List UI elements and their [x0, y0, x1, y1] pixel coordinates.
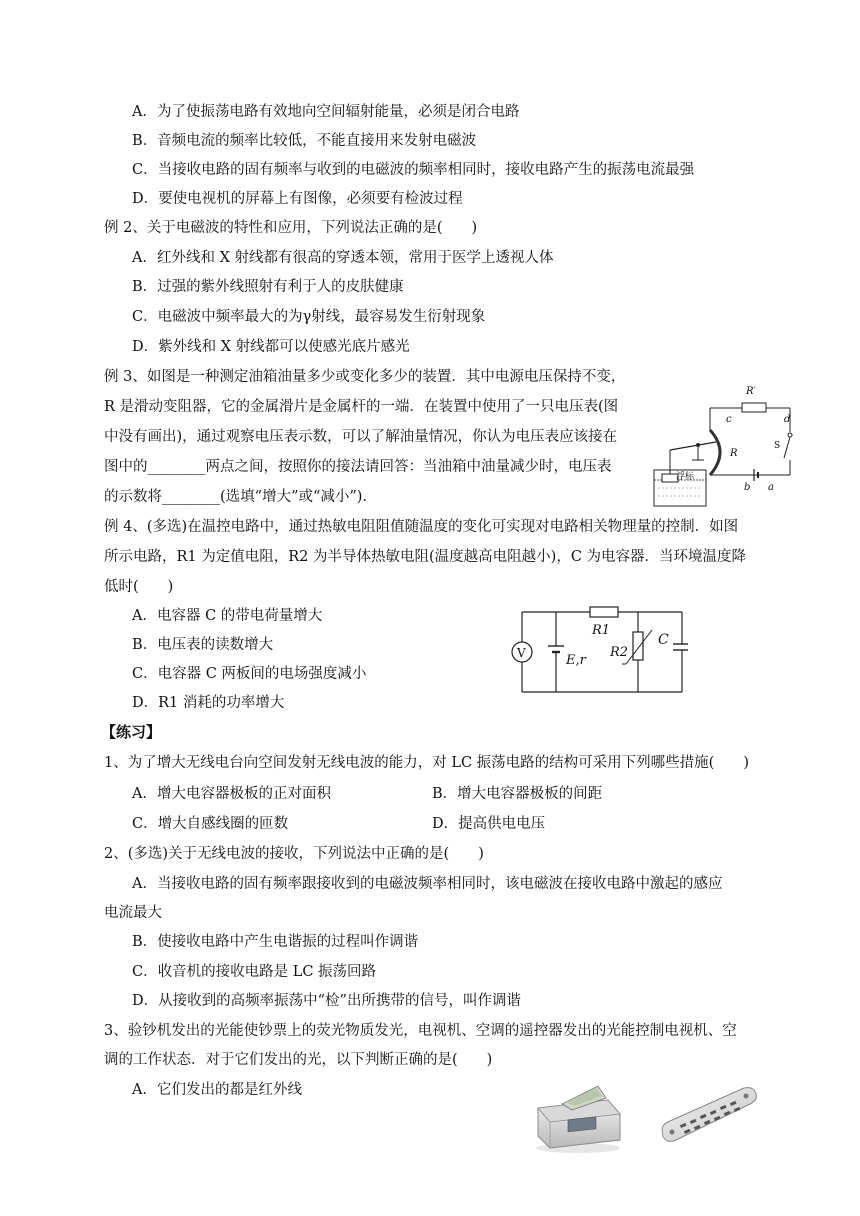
lever-pivot — [696, 443, 700, 447]
money-counter-image — [528, 1074, 624, 1154]
ex4-option-c: C．电容器 C 两板间的电场强度减小 — [132, 666, 367, 682]
label-voltmeter: V — [517, 646, 526, 660]
label-r1: R1 — [592, 623, 611, 638]
p3-option-a: A．它们发出的都是红外线 — [132, 1082, 302, 1098]
resistor-rprime-symbol — [742, 403, 766, 412]
rheostat-arc — [710, 430, 720, 475]
p2-option-d: D．从接收到的高频率振荡中“检”出所携带的信号，叫作调谐 — [132, 993, 521, 1009]
thermistor-circuit-figure — [512, 604, 688, 696]
q1-option-d: D．要使电视机的屏幕上有图像，必须要有检波过程 — [132, 191, 463, 207]
label-r2: R2 — [610, 645, 629, 660]
label-switch: S — [774, 441, 781, 451]
p2-option-b: B．使接收电路中产生电谐振的过程叫作调谐 — [132, 934, 419, 950]
label-d: d — [784, 414, 791, 425]
lever-arm — [670, 442, 716, 450]
label-a: a — [768, 482, 774, 493]
thermistor-r2-symbol — [633, 632, 643, 660]
label-capacitor: C — [658, 632, 669, 648]
switch-contact — [788, 433, 792, 437]
ex2-option-b: B．过强的紫外线照射有利于人的皮肤健康 — [132, 279, 404, 295]
p3-line-2: 调的工作状态．对于它们发出的光，以下判断正确的是( ) — [104, 1052, 493, 1068]
money-counter-display — [568, 1117, 596, 1132]
ex3-line-4: 图中的________两点之间，按照你的接法请回答：当油箱中油量减少时，电压表 — [104, 459, 612, 475]
ex4-line-1: 例 4、(多选)在温控电路中，通过热敏电阻阻值随温度的变化可实现对电路相关物理量的控制．如图 — [104, 519, 739, 535]
ex3-line-3: 中没有画出)，通过观察电压表示数，可以了解油量情况，你认为电压表应该接在 — [104, 429, 618, 445]
ex4-option-d: D．R1 消耗的功率增大 — [132, 695, 285, 711]
ex3-line-1: 例 3、如图是一种测定油箱油量多少或变化多少的装置．其中电源电压保持不变， — [104, 369, 626, 385]
practice-header: 【练习】 — [101, 723, 162, 741]
p2-option-c: C．收音机的接收电路是 LC 振荡回路 — [132, 964, 377, 980]
switch-blade — [784, 437, 790, 458]
label-r: R — [730, 448, 738, 459]
ex2-option-c: C．电磁波中频率最大的为γ射线，最容易发生衍射现象 — [132, 309, 486, 325]
ex4-line-2: 所示电路，R1 为定值电阻，R2 为半导体热敏电阻(温度越高电阻越小)，C 为电容器．当环境温度降 — [104, 549, 747, 565]
remote-control-image — [658, 1084, 760, 1146]
ex4-option-a: A．电容器 C 的带电荷量增大 — [132, 608, 323, 624]
p1-option-a: A．增大电容器极板的正对面积 — [132, 786, 331, 802]
p3-line-1: 3、验钞机发出的光能使钞票上的荧光物质发光，电视机、空调的遥控器发出的光能控制电视机、空 — [104, 1023, 737, 1039]
p1-option-b: B．增大电容器极板的间距 — [432, 786, 603, 802]
q1-option-a: A．为了使振荡电路有效地向空间辐射能量，必须是闭合电路 — [132, 104, 520, 120]
label-b: b — [744, 482, 751, 493]
p1-option-d: D．提高供电电压 — [432, 816, 546, 832]
label-c: c — [726, 414, 732, 425]
p2-stem: 2、(多选)关于无线电波的接收，下列说法中正确的是( ) — [104, 846, 484, 862]
ex4-line-3: 低时( ) — [104, 579, 174, 595]
q1-option-c: C．当接收电路的固有频率与收到的电磁波的频率相同时，接收电路产生的振荡电流最强 — [132, 162, 695, 178]
p2-option-a-line1: A．当接收电路的固有频率跟接收到的电磁波频率相同时，该电磁波在接收电路中激起的感应 — [132, 876, 723, 892]
ex2-option-a: A．红外线和 X 射线都有很高的穿透本领，常用于医学上透视人体 — [132, 250, 554, 266]
ex3-line-2: R 是滑动变阻器，它的金属滑片是金属杆的一端．在装置中使用了一只电压表(图 — [104, 399, 619, 415]
p1-option-c: C．增大自感线圈的匝数 — [132, 816, 289, 832]
q1-option-b: B．音频电流的频率比较低，不能直接用来发射电磁波 — [132, 133, 477, 149]
label-source-er: E,r — [566, 653, 586, 668]
ex4-option-b: B．电压表的读数增大 — [132, 637, 274, 653]
ex3-line-5: 的示数将________(选填“增大”或“减小”)． — [104, 489, 377, 505]
label-rprime: R′ — [746, 386, 756, 397]
ex2-stem: 例 2、关于电磁波的特性和应用，下列说法正确的是( ) — [104, 220, 478, 236]
fuel-gauge-figure — [650, 380, 800, 510]
resistor-r1-symbol — [590, 607, 618, 617]
label-float: 浮标 — [676, 472, 695, 482]
p1-stem: 1、为了增大无线电台向空间发射无线电波的能力，对 LC 振荡电路的结构可采用下列哪些措施( ) — [104, 755, 749, 771]
ex2-option-d: D．紫外线和 X 射线都可以使感光底片感光 — [132, 339, 410, 355]
p2-option-a-line2: 电流最大 — [104, 905, 162, 921]
